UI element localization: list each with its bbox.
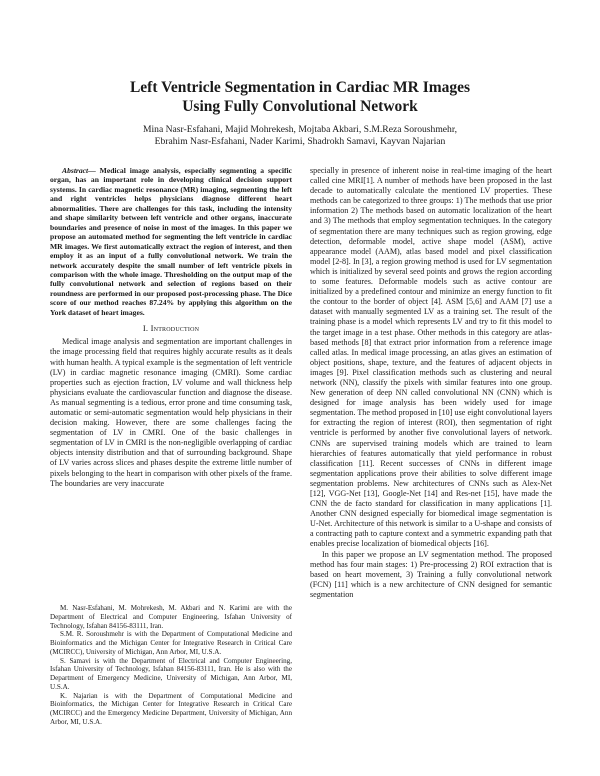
footnote: S. Samavi is with the Department of Electrical and Computer Engineering, Isfahan University of Technology, Isfahan 84156-83111, Iran. He is also with the Department of Emergency Medicine, University of Michigan, Ann Arbor, MI, U.S.A.: [50, 656, 292, 691]
authors-line-2: Ebrahim Nasr-Esfahani, Nader Karimi, Shadrokh Samavi, Kayvan Najarian: [154, 136, 446, 147]
section-title: Introduction: [150, 323, 200, 334]
related-work-paragraph: specially in presence of inherent noise in real-time imaging of the heart called cine MRI[1]. A number of methods have been proposed in the last decade to automatically calculate the mentioned LV properties. These methods can be categorized to three groups: 1) The methods that use prior information 2) The methods based on automatic localization of the heart and 3) The methods that employ segmentation techniques. In the category of segmentation there are many techniques such as region growing, edge detection, deformable model, active shape model (ASM), active appearance model (AAM), atlas based model and pixel classification model [2-8]. In [3], a region growing method is used for LV segmentation which is initialized by several seed points and grows the region according to some features. Deformable models such as active contour are initialized by a predefined contour and minimize an energy function to fit the contour to the border of object [4]. ASM [5,6] and AAM [7] use a dataset with manually segmented LV as a training set. The result of the training phase is a model which represents LV and try to fit this model to the target image in a test phase. Other methods in this category are atlas-based methods [8] that extract prior information from a reference image called atlas. In medical image processing, an atlas gives an estimation of object positions, shape, texture, and the features of adjacent objects in images [9]. Pixel classification methods such as clustering and neural network (NN), classify the pixels with similar features into one group. New generation of deep NN called convolutional NN (CNN) which is designed for image analysis has been widely used for image segmentation. The method proposed in [10] use eight convolutional layers for extracting the region of interest (ROI), then segmentation of right ventricle is performed by another five convolutional layers of network. CNNs are supervised training models which are trained to learn hierarchies of features automatically that yield performance in robust classification [11]. Recent successes of CNNs in different image segmentation applications prove their abilities to solve different image segmentation problems. New architectures of CNNs such as Alex-Net [12], VGG-Net [13], Google-Net [14] and Res-net [15], have made the CNN the de facto standard for classification in many applications [1]. Another CNN designed especially for biomedical image segmentation is U-Net. Architecture of this network is similar to a U-shape and consists of a contracting path to capture context and a symmetric expanding path that enables precise localization of biomedical objects [16].: [310, 166, 552, 549]
proposed-method-paragraph: In this paper we propose an LV segmentation method. The proposed method has four main stages: 1) Pre-processing 2) ROI extraction that is based on heart movement, 3) Training a fully convolutional network (FCN) [11] which is a new architecture of CNN designed for semantic segmentation: [310, 549, 552, 599]
left-column: [50, 166, 292, 489]
footnote: M. Nasr-Esfahani, M. Mohrekesh, M. Akbari and N. Karimi are with the Department of Electrical and Computer Engineering, Isfahan University of Technology, Isfahan 84156-83111, Iran.: [50, 604, 292, 630]
abstract-text: — Medical image analysis, especially segmenting a specific organ, has an important role in developing clinical decision support systems. In cardiac magnetic resonance (MR) imaging, segmenting the left and right ventricles helps physicians diagnose different heart abnormalities. There are challenges for this task, including the intensity and shape similarity between left ventricle and other organs, inaccurate boundaries and presence of noise in most of the images. In this paper we propose an automated method for segmenting the left ventricle in cardiac MR images. We first automatically extract the region of interest, and then employ it as an input of a fully convolutional network. We train the network accurately despite the small number of left ventricle pixels in comparison with the whole image. Thresholding on the output map of the fully convolutional network and selection of regions based on their roundness are performed in our proposed post-processing phase. The Dice score of our method reaches 87.24% by applying this algorithm on the York dataset of heart images.: [50, 166, 292, 317]
section-heading-introduction: [50, 323, 292, 333]
footnote: K. Najarian is with the Department of Computational Medicine and Bioinformatics, the Michigan Center for Integrative Research in Critical Care (MCIRCC) and the Emergency Medicine Department, University of Michigan, Ann Arbor, MI, U.S.A.: [50, 691, 292, 726]
title-line-1: Left Ventricle Segmentation in Cardiac MR Images: [129, 79, 471, 96]
authors-line-1: Mina Nasr-Esfahani, Majid Mohrekesh, Mojtaba Akbari, S.M.Reza Soroushmehr,: [142, 124, 458, 135]
abstract: [50, 166, 292, 317]
footnote: S.M. R. Soroushmehr is with the Department of Computational Medicine and Bioinformatics and the Michigan Center for Integrative Research in Critical Care (MCIRCC), University of Michigan, Ann Arbor, MI, U.S.A.: [50, 630, 292, 656]
affiliation-footnotes: [50, 604, 292, 727]
paper-title: [40, 78, 560, 116]
right-column: [310, 166, 552, 600]
title-line-2: Using Fully Convolutional Network: [182, 98, 418, 115]
author-list: [60, 124, 540, 148]
intro-paragraph: Medical image analysis and segmentation are important challenges in the image processing field that requires highly accurate results as it deals with human health. A typical example is the segmentation of left ventricle (LV) in cardiac magnetic resonance imaging (CMRI). Some cardiac properties such as ejection fraction, LV volume and wall thickness help physicians evaluate the cardiovascular function and diagnose the disease. As manual segmenting is a tedious, error prone and time consuming task, automatic or semi-automatic segmentation would help physicians in their decision making. However, there are some challenges facing the segmentation of LV in CMRI. One of the basic challenges in segmentation of LV in CMRI is the non-negligible overlapping of cardiac objects intensity distribution and that of surrounding background. Shape of LV varies across slices and phases despite the extreme little number of pixels belonging to the heart in comparison with other pixels of the frame. The boundaries are very inaccurate: [50, 337, 292, 488]
abstract-label: Abstract: [62, 166, 89, 175]
section-number: I.: [142, 323, 149, 334]
